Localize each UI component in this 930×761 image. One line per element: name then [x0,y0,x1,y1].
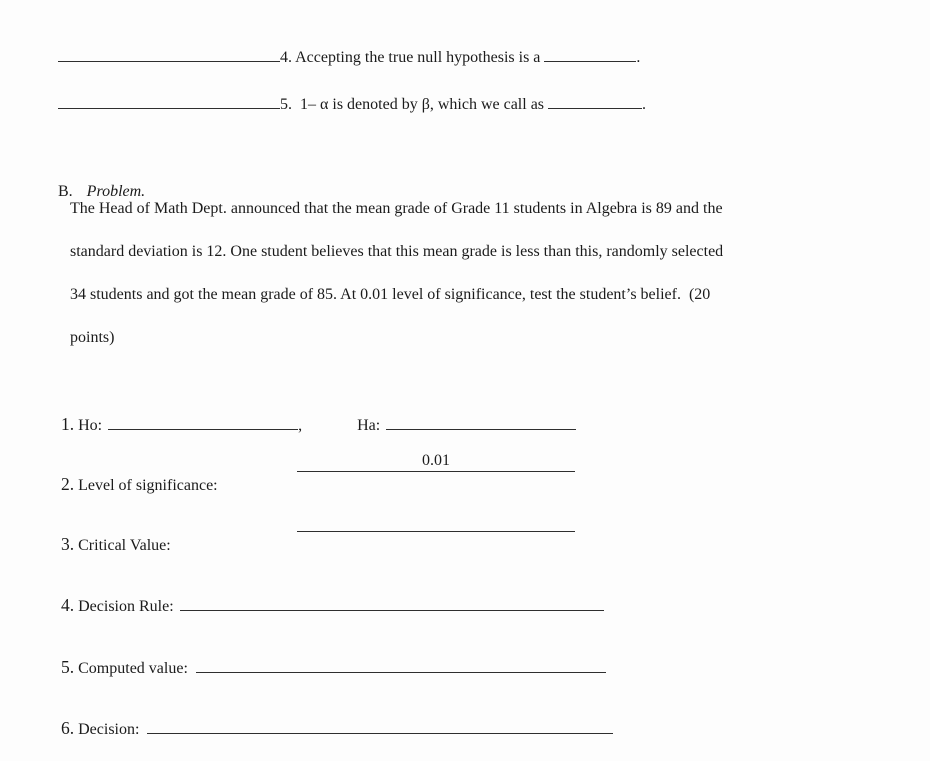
fill-item-4-period: . [636,49,641,66]
problem-line-1: The Head of Math Dept. announced that the mean grade of Grade 11 students in Algebra is 89 and the [70,200,723,217]
problem-line-3: 34 students and got the mean grade of 85. At 0.01 level of significance, test the student’s belief. (20 [70,286,711,303]
answer-blank-ha[interactable] [386,429,576,430]
question-1-separator: , [298,417,303,434]
fill-item-5-period: . [642,96,647,113]
problem-line-2: standard deviation is 12. One student believes that this mean grade is less than this, randomly selected [70,243,724,260]
question-6-label: Decision: [78,721,140,738]
question-5 [45,634,606,702]
question-1-ha-label: Ha: [357,417,381,434]
question-1 [45,391,576,459]
answer-blank-ho[interactable] [108,429,298,430]
question-4 [45,572,604,640]
question-4-number: 4. [61,595,75,615]
question-5-number: 5. [61,657,75,677]
answer-blank-significance[interactable]: 0.01 [297,451,575,472]
fill-item-5-text: 5. 1– α is denoted by β, which we call as [280,96,545,113]
question-4-label: Decision Rule: [78,598,174,615]
question-2-label: Level of significance: [78,477,218,494]
question-1-ho-label: Ho: [78,417,103,434]
question-6-number: 6. [61,718,75,738]
problem-line-4: points) [70,329,115,346]
question-5-label: Computed value: [78,660,188,677]
question-2-number: 2. [61,474,75,494]
answer-blank-critical-value[interactable] [297,511,575,532]
section-title: Problem. [86,183,146,200]
answer-blank-item4-tail[interactable] [544,61,636,62]
answer-blank-decision-rule[interactable] [180,610,604,611]
fill-item-4-text: 4. Accepting the true null hypothesis is a [280,49,541,66]
answer-blank-item4-lead[interactable] [58,61,280,62]
question-3-label: Critical Value: [78,537,171,554]
question-3-number: 3. [61,534,75,554]
answer-blank-computed-value[interactable] [196,672,606,673]
fill-item-5 [42,72,646,138]
question-6 [45,695,613,761]
answer-blank-decision[interactable] [147,733,613,734]
question-1-number: 1. [61,414,75,434]
section-label: B. [58,183,73,200]
answer-blank-item5-lead[interactable] [58,108,280,109]
answer-blank-item5-tail[interactable] [548,108,642,109]
